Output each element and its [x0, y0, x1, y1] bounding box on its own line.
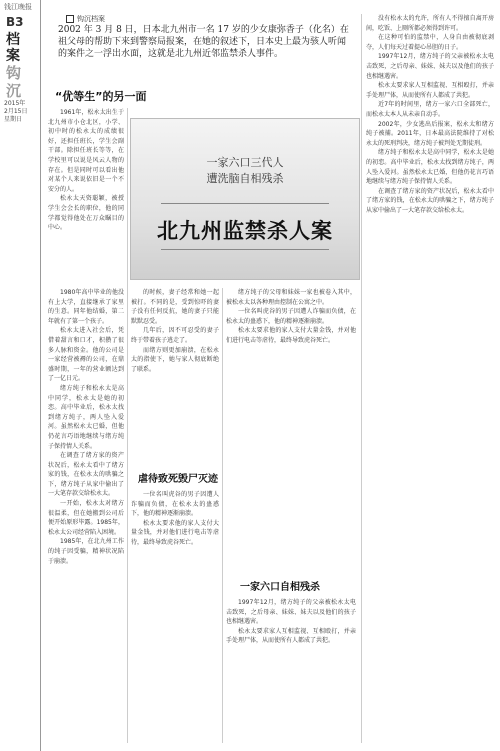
text-column-2 — [48, 288, 124, 743]
headline-graphic — [130, 118, 360, 280]
paragraph: 松永太要求他的家人支付大量金钱，并对他们进行电击等虐待，最终导致虎谷死亡。 — [131, 519, 219, 546]
paragraph: 2002年，少女逃出后报案，松永太和绪方纯子被捕。2011年，日本最高法院维持了对松永太的死刑判决，绪方纯子被判处无期徒刑。 — [366, 120, 494, 147]
text-column-4 — [226, 288, 356, 568]
date-day: 2月15日 — [4, 108, 28, 115]
paragraph: 一位名叫虎谷的男子因遭人诈骗而负债，在松永太的蛊惑下，他的精神逐渐崩溃。 — [226, 308, 356, 325]
kicker — [66, 14, 105, 24]
paragraph: 绪方纯子和松永太是高中同学，松永太是她的初恋。高中毕业后，松永太找到绪方纯子，两人坠入爱河。虽然松永太已婚，但他仍花言巧语地继续与绪方纯子保持情人关系。 — [366, 149, 494, 186]
text-column-5 — [366, 14, 494, 743]
paragraph: 几年后，因不可忍受的妻子终于带着孩子逃走了。 — [131, 327, 219, 344]
subhead-2: 虐待致死毁尸灭迹 — [138, 474, 218, 485]
lead-paragraph: 2002 年 3 月 8 日，日本北九州市一名 17 岁的少女康弥香子（化名）在祖父母的帮助下来到警察局报案，在她的叙述下，日本史上最为骇人听闻的案件之一浮出水面，这就是北九州近邻监禁杀人事件。 — [58, 25, 349, 59]
issue-date — [4, 100, 38, 124]
paragraph: 在调查了绪方家的资产状况后，松永太看中了绪方家的钱，在松永太的哄骗之下，绪方纯子从家中偷出了一大笔存款交给松永太。 — [366, 187, 494, 214]
paragraph: 松永太要求家人互相监视、互相殴打，并亲手处理尸体，从而使所有人都成了共犯。 — [226, 627, 356, 645]
headline-deck-line-2: 遭洗脑自相残杀 — [206, 172, 284, 185]
paragraph: 1980年高中毕业的他没有上大学，直接继承了家里的生意。同年他结婚，第二年就有了第一个孩子。 — [48, 289, 124, 325]
paragraph: 近7年的时间里，绪方一家六口全部死亡，而松永太本人从未亲自动手。 — [366, 101, 494, 118]
headline-main: 北九州监禁杀人案 — [157, 218, 333, 243]
column-divider — [127, 108, 128, 743]
subhead-1: “优等生”的另一面 — [55, 90, 147, 103]
paragraph: 而绪方则更加崩溃，在松永太的指使下，她与家人彻底断绝了联系。 — [131, 346, 219, 373]
paragraph: 一开始，松永太对绪方很温柔，但在她搬到公司后便开始原形毕露。1985年，松永太公司经营陷入困境。 — [48, 500, 124, 536]
paragraph: 没有松永太的允许，所有人不得擅自离开房间，吃饭、上厕所都必须得到许可。 — [366, 15, 494, 32]
subhead-3: 一家六口自相残杀 — [240, 582, 320, 593]
text-column-3b — [131, 490, 219, 743]
text-column-3 — [131, 288, 219, 458]
column-divider — [361, 14, 362, 743]
paragraph: 1985年，在北九州工作的纯子因受骗，精神状况陷于崩溃。 — [48, 538, 124, 565]
column-divider — [222, 288, 223, 743]
column-name-gouchen: 钩沉 — [6, 64, 22, 100]
headline-deck — [131, 155, 359, 187]
paragraph: 松永太进入社会后，凭借着甜言和口才，积攒了很多人脉和资金。他的公司是一家经营被褥的公司，在鼎盛时期，一年的营业额达到了一亿日元。 — [48, 327, 124, 383]
paragraph: 一位名叫虎谷的男子因遭人诈骗而负债，在松永太的蛊惑下，他的精神逐渐崩溃。 — [131, 491, 219, 518]
paper-name: 钱江晚报 — [4, 3, 32, 11]
paragraph: 松永太要求家人互相监视、互相殴打，并亲手处理尸体，从而使所有人都成了共犯。 — [366, 82, 494, 99]
paragraph: 1997年12月，绪方纯子的父亲被松永太电击致死，之后母亲、妹妹、妹夫以及他们的孩子也相继遇害。 — [226, 599, 356, 626]
headline-rule-bottom — [161, 249, 329, 250]
paragraph: 在这种可怕的监禁中，人身自由被彻底剥夺，人们每天过着提心吊胆的日子。 — [366, 34, 494, 51]
paragraph: 的时候，妻子经常和她一起被打。不同的是，受到惊吓的妻子没有任何反抗，她的妻子只能默默忍受。 — [131, 289, 219, 325]
paragraph: 松永太天资聪颖，被授学生会会长的职位，他的同学都觉得他处在万众瞩目的中心。 — [48, 195, 124, 232]
paragraph: 1961年，松永太出生于北九州市小仓北区，小学、初中时的松永太的成绩很好，还担任班长，学生会副干部。除担任班长等等，在学校里可以说是风云人物的存在。但是同时可以看出他对某个人来说依旧是一个不安分的人。 — [48, 109, 124, 193]
text-column-1 — [48, 108, 124, 284]
kicker-label: 钩沉档案 — [77, 15, 105, 23]
text-column-4b — [226, 598, 356, 743]
date-weekday: 星期日 — [4, 116, 23, 123]
headline-deck-line-1: 一家六口三代人 — [206, 156, 284, 169]
paragraph: 松永太要求他的家人支付大量金钱，并对他们进行电击等虐待，最终导致虎谷死亡。 — [226, 327, 356, 344]
page-number: B3 — [6, 15, 24, 29]
square-icon — [66, 15, 74, 23]
paragraph: 绪方纯子的父母和妹妹一家也被卷入其中，被松永太以各种理由控制在公寓之中。 — [226, 289, 356, 306]
paragraph: 绪方纯子和松永太是高中同学，松永太是她的初恋。高中毕业后，松永太找到绪方纯子，两人坠入爱河。虽然松永太已婚，但他仍花言巧语地继续与绪方纯子保持情人关系。 — [48, 384, 124, 450]
column-name-dangan: 档案 — [6, 32, 20, 64]
paragraph: 1997年12月，绪方纯子的父亲被松永太电击致死，之后母亲、妹妹、妹夫以及他们的孩子也相继遇害。 — [366, 53, 494, 80]
date-year: 2015年 — [4, 100, 26, 107]
headline-rule-top — [161, 203, 329, 204]
left-divider — [40, 0, 41, 751]
paragraph: 在调查了绪方家的资产状况后，松永太看中了绪方家的钱，在松永太的哄骗之下，绪方纯子从家中偷出了一大笔存款交给松永太。 — [48, 452, 124, 498]
